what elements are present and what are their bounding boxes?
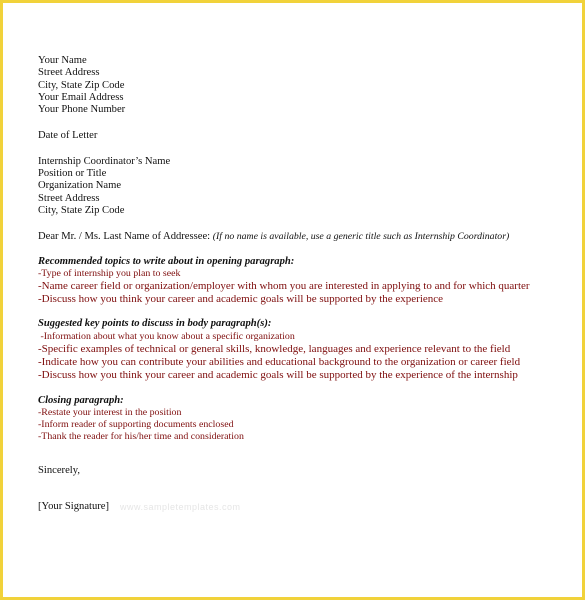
body-point-item: -Discuss how you think your career and academic goals will be supported by the experience of the internship: [38, 369, 518, 382]
closing-item: -Thank the reader for his/her time and consideration: [38, 431, 244, 443]
closing-heading: Closing paragraph:: [38, 394, 124, 406]
closing-item: -Inform reader of supporting documents enclosed: [38, 419, 234, 431]
closing-item: -Restate your interest in the position: [38, 406, 182, 418]
salutation-text: Dear Mr. / Ms. Last Name of Addressee:: [38, 231, 213, 243]
sender-name: Your Name: [38, 55, 87, 66]
signature-placeholder: [Your Signature]: [38, 500, 110, 512]
opening-heading: Recommended topics to write about in opening paragraph:: [38, 255, 295, 267]
opening-section: [38, 256, 578, 307]
body-point-item: -Specific examples of technical or general skills, knowledge, languages and experience relevant to the field: [38, 342, 511, 355]
sender-email: Your Email Address: [38, 91, 124, 103]
recipient-position: Position or Title: [38, 168, 107, 180]
letter-document: [38, 55, 578, 513]
body-points-heading: Suggested key points to discuss in body paragraph(s):: [38, 318, 272, 330]
salutation: [38, 231, 578, 243]
signoff: Sincerely,: [38, 465, 80, 477]
signature-line: [38, 501, 578, 513]
body-point-item: -Indicate how you can contribute your abilities and educational background to the organization or career field: [38, 356, 521, 369]
recipient-name: Internship Coordinator’s Name: [38, 155, 171, 167]
sender-phone: Your Phone Number: [38, 104, 126, 116]
recipient-block: [38, 156, 578, 217]
recipient-organization: Organization Name: [38, 180, 122, 192]
sender-street: Street Address: [38, 67, 100, 79]
sender-city-state-zip: City, State Zip Code: [38, 79, 125, 91]
recipient-street: Street Address: [38, 192, 100, 204]
opening-item: -Type of internship you plan to seek: [38, 267, 181, 279]
watermark-text: www.sampletemplates.com: [120, 501, 241, 512]
opening-item: -Discuss how you think your career and academic goals will be supported by the experience: [38, 293, 444, 306]
body-points-section: [38, 318, 578, 382]
salutation-note: (If no name is available, use a generic title such as Internship Coordinator): [212, 231, 510, 243]
recipient-city-state-zip: City, State Zip Code: [38, 204, 125, 216]
body-point-item: -Information about what you know about a specific organization: [38, 330, 295, 342]
sender-block: [38, 55, 578, 116]
letter-date: Date of Letter: [38, 130, 98, 142]
closing-section: [38, 395, 578, 444]
opening-item: -Name career field or organization/employer with whom you are interested in applying to and for which quarter: [38, 280, 530, 293]
